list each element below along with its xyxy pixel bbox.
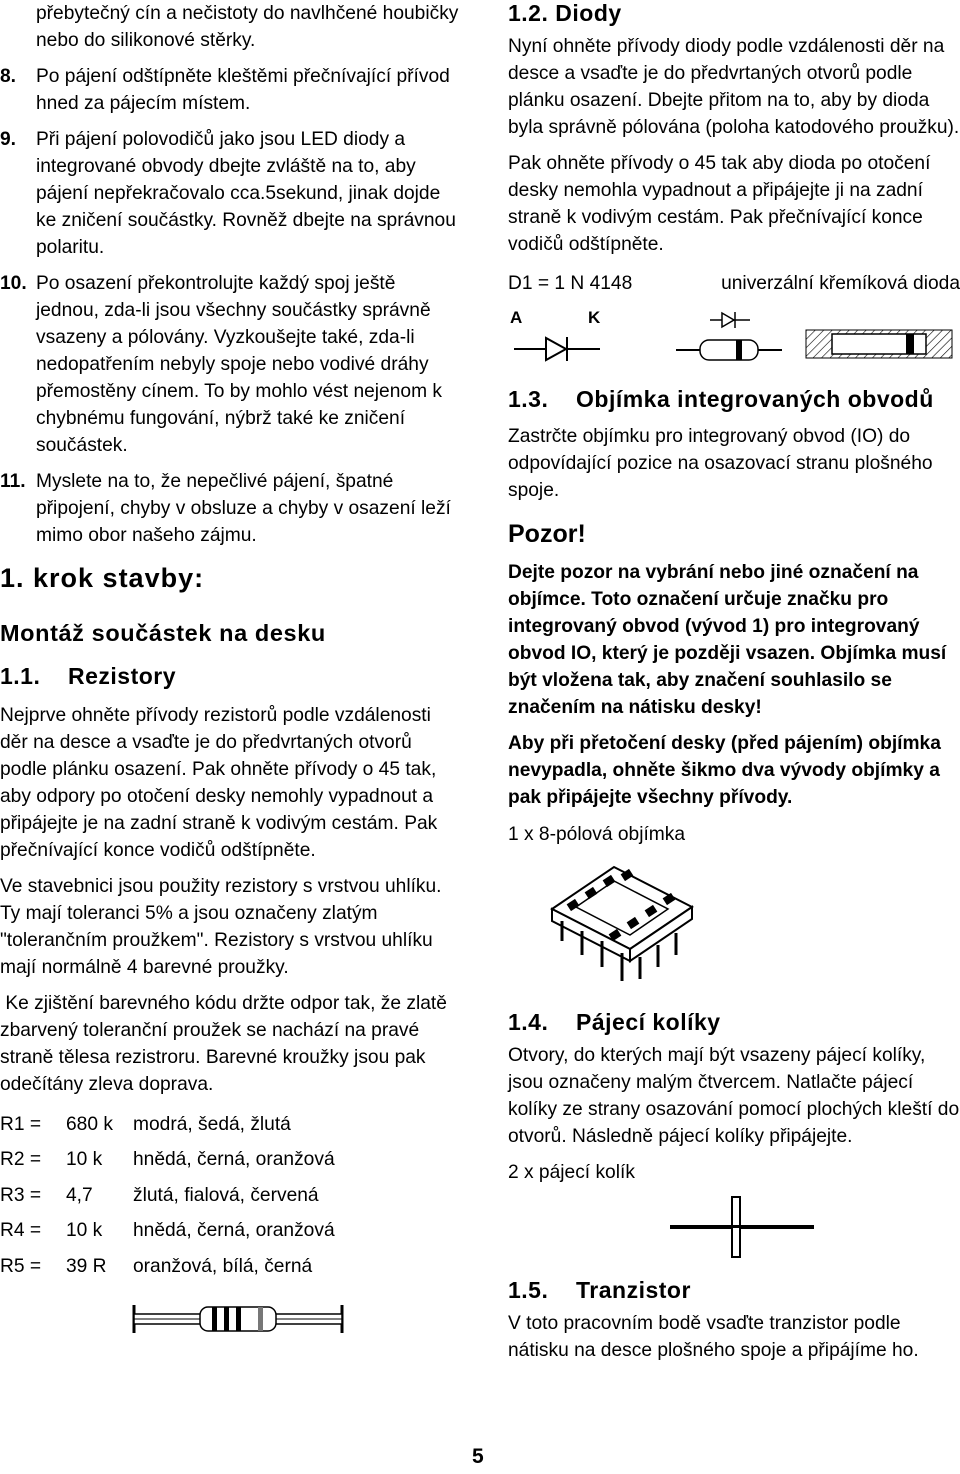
ic-socket-icon	[548, 857, 698, 985]
section-title: Rezistory	[68, 663, 177, 689]
resistor-ref: R1 =	[0, 1113, 42, 1135]
section-number: 1.1.	[0, 663, 41, 689]
section-number: 1.4.	[508, 1009, 549, 1035]
warning-paragraph-2: Aby při přetočení desky (před pájením) objímka nevypadla, ohněte šikmo dva vývody objímky a pak připájejte všechny přívody.	[508, 733, 941, 808]
pins-paragraph-1: Otvory, do kterých mají být vsazeny pájecí kolíky, jsou označeny malým čtvercem. Natlačte pájecí kolíky ze strany osazování pomocí plochých kleští do otvorů. Následně pájecí kolíky připájejte.	[508, 1045, 960, 1147]
diode-body-icon	[674, 310, 784, 368]
diode-footprint-icon	[804, 324, 954, 364]
resistor-value: 4,7	[66, 1184, 93, 1206]
socket-part: 1 x 8-pólová objímka	[508, 824, 686, 845]
section-title: Pájecí kolíky	[576, 1009, 721, 1035]
socket-paragraph-1: Zastrčte objímku pro integrovaný obvod (IO) do odpovídající pozice na osazovací stranu plošného spoje.	[508, 426, 933, 501]
resistor-ref: R2 =	[0, 1149, 42, 1171]
section-title: Objímka integrovaných obvodů	[576, 386, 934, 412]
section-number: 1.2.	[508, 0, 549, 26]
resistor-colors: hnědá, černá, oranžová	[133, 1149, 335, 1171]
continuation-text: přebytečný cín a nečistoty do navlhčené houbičky nebo do silikonové stěrky.	[36, 3, 459, 51]
section-heading-pins	[508, 1009, 960, 1036]
cathode-label: K	[588, 308, 601, 327]
section-number: 1.5.	[508, 1277, 549, 1303]
section-heading-socket	[508, 386, 960, 413]
page-number: 5	[472, 1445, 484, 1468]
resistor-illustration	[128, 1297, 348, 1341]
warning-paragraph-1: Dejte pozor na vybrání nebo jiné označení na objímce. Toto označení určuje značku pro integrovaný obvod (vývod 1) pro integrovaný obvod IO, který je později vsazen. Objímka musí být vložena tak, aby značení souhlasilo se značením na nátisku desky!	[508, 562, 947, 718]
resistors-paragraph-2: Ve stavebnici jsou použity rezistory s vrstvou uhlíku. Ty mají toleranci 5% a jsou označeny zlatým "tolerančním proužkem". Rezistory s vrstvou uhlíku mají normálně 4 barevné proužky.	[0, 876, 442, 978]
section-heading-resistors	[0, 663, 462, 690]
resistor-value: 10 k	[66, 1220, 103, 1242]
diode-description: univerzální křemíková dioda	[721, 273, 960, 294]
section-title: Tranzistor	[576, 1277, 691, 1303]
list-number: 8.	[0, 66, 17, 87]
table-row	[0, 1143, 462, 1179]
diode-symbol-icon	[512, 332, 602, 366]
resistor-colors: žlutá, fialová, červená	[133, 1184, 319, 1206]
list-item	[0, 270, 462, 459]
table-row	[0, 1107, 462, 1143]
list-text: Myslete na to, že nepečlivé pájení, špatné připojení, chyby v obsluze a chyby v osazení leží mimo obor našeho zájmu.	[36, 471, 451, 546]
resistor-colors: oranžová, bílá, černá	[133, 1255, 313, 1277]
right-column	[508, 0, 960, 1373]
assembly-heading: Montáž součástek na desku	[0, 620, 326, 646]
transistor-paragraph-1: V toto pracovním bodě vsaďte tranzistor podle nátisku na desce plošného spoje a připájíme ho.	[508, 1313, 919, 1361]
list-text: Po pájení odštípněte kleštěmi přečnívající přívod hned za pájecím místem.	[36, 66, 450, 114]
diode-part: D1 = 1 N 4148	[508, 273, 633, 294]
list-number: 9.	[0, 129, 17, 150]
list-item	[0, 63, 462, 117]
resistor-ref: R5 =	[0, 1255, 42, 1277]
section-heading-diodes	[508, 0, 960, 27]
resistor-value: 680 k	[66, 1113, 113, 1135]
resistor-value: 10 k	[66, 1149, 103, 1171]
diode-illustration	[508, 306, 960, 372]
list-item	[0, 126, 462, 261]
table-row	[0, 1249, 462, 1285]
resistor-ref: R4 =	[0, 1220, 42, 1242]
section-number: 1.3.	[508, 386, 549, 412]
list-item	[0, 468, 462, 549]
resistor-table	[0, 1107, 462, 1285]
table-row	[0, 1214, 462, 1250]
anode-label: A	[510, 308, 523, 327]
resistor-ref: R3 =	[0, 1184, 42, 1206]
section-heading-transistor	[508, 1277, 960, 1304]
list-text: Při pájení polovodičů jako jsou LED diody a integrované obvody dbejte zvláště na to, aby pájení nepřekračovalo cca.5sekund, jinak dojde ke zničení součástky. Rovněž dbejte na správnou polaritu.	[36, 129, 456, 258]
resistors-paragraph-1: Nejprve ohněte přívody rezistorů podle vzdálenosti děr na desce a vsaďte je do předvrtaných otvorů podle plánku osazení. Pak ohněte přívody o 45 tak, aby odpory po otočení desky nemohly vypadnout a připájejte je na zadní straně k vodivým cestám. Pak přečnívající konce vodičů odštípněte.	[0, 705, 438, 861]
table-row	[0, 1178, 462, 1214]
left-column	[0, 0, 462, 1341]
list-number: 10.	[0, 273, 27, 294]
list-text: Po osazení překontrolujte každý spoj ještě jednou, zda-li jsou všechny součástky správně vsazeny a pólovány. Vyzkoušejte také, zda-li nedopatřením nebyly spoje nebo vodivé dráhy přemostěny cínem. To by mohlo vést nejenom k chybnému fungování, nýbrž také ke zničení součástek.	[36, 273, 442, 456]
resistor-value: 39 R	[66, 1255, 107, 1277]
list-number: 11.	[0, 471, 26, 492]
section-title: Diody	[555, 0, 622, 26]
step-heading: 1. krok stavby:	[0, 563, 205, 593]
diodes-paragraph-2: Pak ohněte přívody o 45 tak aby dioda po otočení desky nemohla vypadnout a připájejte ji na zadní straně k vodivým cestám. Pak přečnívající konce vodičů odštípněte.	[508, 153, 931, 255]
resistor-colors: modrá, šedá, žlutá	[133, 1113, 291, 1135]
diode-part-line	[508, 270, 960, 297]
diodes-paragraph-1: Nyní ohněte přívody diody podle vzdálenosti děr na desce a vsaďte je do předvrtaných otvorů podle plánku osazení. Dbejte přitom na to, aby by dioda byla správně pólována (poloha katodového proužku).	[508, 36, 960, 138]
pins-part: 2 x pájecí kolík	[508, 1162, 635, 1183]
resistors-paragraph-3: Ke zjištění barevného kódu držte odpor tak, že zlatě zbarvený toleranční proužek se nachází na pravé straně tělesa rezistroru. Barevné kroužky jsou pak odečítány zleva doprava.	[0, 993, 453, 1095]
solder-pin-icon	[668, 1195, 818, 1259]
warning-heading: Pozor!	[508, 520, 586, 548]
resistor-colors: hnědá, černá, oranžová	[133, 1220, 335, 1242]
